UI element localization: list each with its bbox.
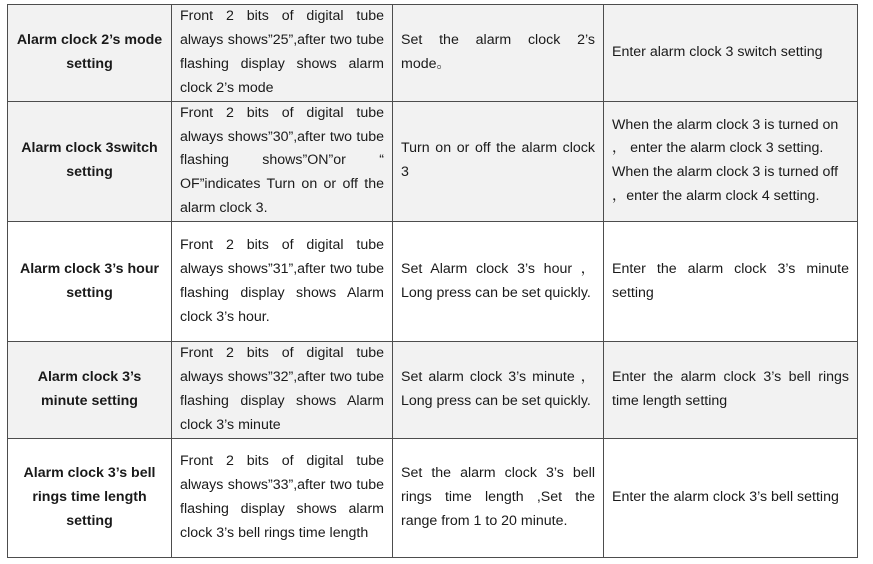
display-description-cell: Front 2 bits of digital tube always shows”31”,after two tube flashing display shows Alarm clock 3’s hour. xyxy=(172,222,393,342)
display-description-cell: Front 2 bits of digital tube always shows”25”,after two tube flashing display shows alarm clock 2’s mode xyxy=(172,5,393,102)
table-row-alarm3-switch xyxy=(8,101,858,222)
next-step-text: When the alarm clock 3 is turned on ， enter the alarm clock 3 setting. When the alarm clock 3 is turned off ，enter the alarm clock 4 setting. xyxy=(612,116,839,205)
function-cell: Set the alarm clock 3’s bell rings time length ,Set the range from 1 to 20 minute. xyxy=(393,438,604,557)
next-step-cell: Enter the alarm clock 3’s bell rings time length setting xyxy=(604,342,858,439)
setting-name-cell: Alarm clock 3’s bell rings time length setting xyxy=(8,438,172,557)
display-description-cell: Front 2 bits of digital tube always shows”33”,after two tube flashing display shows alarm clock 3’s bell rings time length xyxy=(172,438,393,557)
next-step-cell xyxy=(604,101,858,222)
setting-name-cell: Alarm clock 3switch setting xyxy=(8,101,172,222)
function-cell: Turn on or off the alarm clock 3 xyxy=(393,101,604,222)
function-cell: Set the alarm clock 2’s mode。 xyxy=(393,5,604,102)
function-cell: Set alarm clock 3’s minute ，Long press can be set quickly. xyxy=(393,342,604,439)
next-step-cell: Enter the alarm clock 3’s bell setting xyxy=(604,438,858,557)
alarm-settings-table xyxy=(7,4,858,558)
display-description-cell: Front 2 bits of digital tube always shows”32”,after two tube flashing display shows Alarm clock 3’s minute xyxy=(172,342,393,439)
table-row-alarm3-bell-length xyxy=(8,438,858,557)
setting-name-cell: Alarm clock 2’s mode setting xyxy=(8,5,172,102)
display-description-cell: Front 2 bits of digital tube always shows”30”,after two tube flashing shows”ON”or “ OF”indicates Turn on or off the alarm clock 3. xyxy=(172,101,393,222)
next-step-cell: Enter alarm clock 3 switch setting xyxy=(604,5,858,102)
setting-name-cell: Alarm clock 3’s hour setting xyxy=(8,222,172,342)
next-step-cell: Enter the alarm clock 3’s minute setting xyxy=(604,222,858,342)
table-row-alarm3-hour xyxy=(8,222,858,342)
table-row-alarm2-mode xyxy=(8,5,858,102)
function-cell: Set Alarm clock 3’s hour ，Long press can be set quickly. xyxy=(393,222,604,342)
setting-name-cell: Alarm clock 3’s minute setting xyxy=(8,342,172,439)
table-row-alarm3-minute xyxy=(8,342,858,439)
